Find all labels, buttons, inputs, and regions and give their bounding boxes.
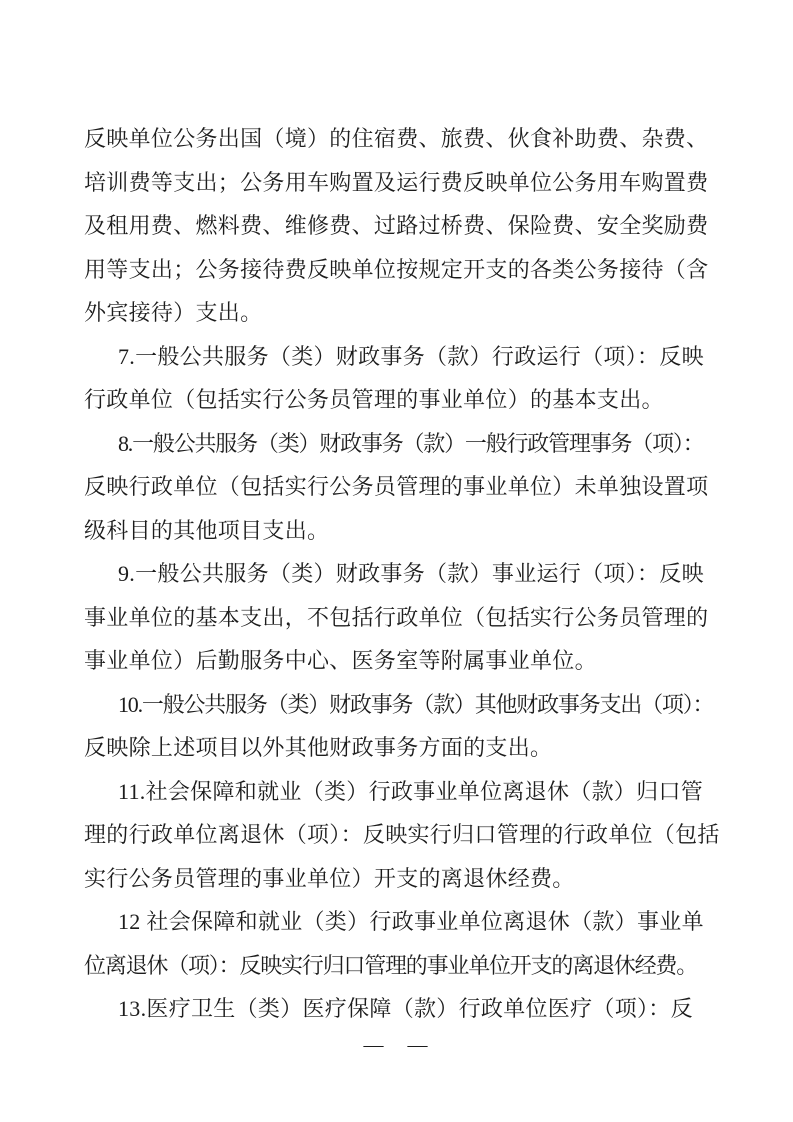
- document-line: 理的行政单位离退休（项）：反映实行归口管理的行政单位（包括: [84, 822, 720, 847]
- document-line: 级科目的其他项目支出。: [84, 517, 330, 543]
- document-line: 反映单位公务出国（境）的住宿费、旅费、伙食补助费、杂费、: [84, 126, 709, 151]
- document-line: 外宾接待）支出。: [84, 300, 263, 325]
- document-line: 13.医疗卫生（类）医疗保障（款）行政单位医疗（项）：反: [118, 996, 693, 1021]
- document-line: 及租用费、燃料费、维修费、过路过桥费、保险费、安全奖励费: [84, 213, 709, 238]
- document-line: 事业单位的基本支出，不包括行政单位（包括实行公务员管理的: [84, 604, 709, 630]
- document-line: 反映行政单位（包括实行公务员管理的事业单位）未单独设置项: [84, 474, 709, 499]
- document-lines: [84, 117, 720, 1031]
- document-line: 10.一般公共服务（类）财政事务（款）其他财政事务支出（项）：: [118, 691, 714, 717]
- document-line: 9.一般公共服务（类）财政事务（款）事业运行（项）：反映: [118, 561, 704, 586]
- page-footer: — —: [363, 1034, 430, 1056]
- document-line: 用等支出；公务接待费反映单位按规定开支的各类公务接待（含: [84, 256, 709, 282]
- document-line: 事业单位）后勤服务中心、医务室等附属事业单位。: [84, 648, 597, 673]
- document-line: 7.一般公共服务（类）财政事务（款）行政运行（项）：反映: [118, 343, 704, 369]
- document-line: 反映除上述项目以外其他财政事务方面的支出。: [84, 735, 553, 760]
- document-line: 位离退休（项）：反映实行归口管理的事业单位开支的离退休经费。: [84, 952, 698, 978]
- document-line: 实行公务员管理的事业单位）开支的离退休经费。: [84, 865, 575, 891]
- document-line: 8.一般公共服务（类）财政事务（款）一般行政管理事务（项）：: [118, 430, 704, 456]
- document-line: 12 社会保障和就业（类）行政事业单位离退休（款）事业单: [118, 909, 704, 934]
- document-line: 行政单位（包括实行公务员管理的事业单位）的基本支出。: [84, 387, 664, 412]
- document-line: 培训费等支出；公务用车购置及运行费反映单位公务用车购置费: [84, 169, 709, 195]
- document-line: 11.社会保障和就业（类）行政事业单位离退休（款）归口管: [118, 778, 704, 804]
